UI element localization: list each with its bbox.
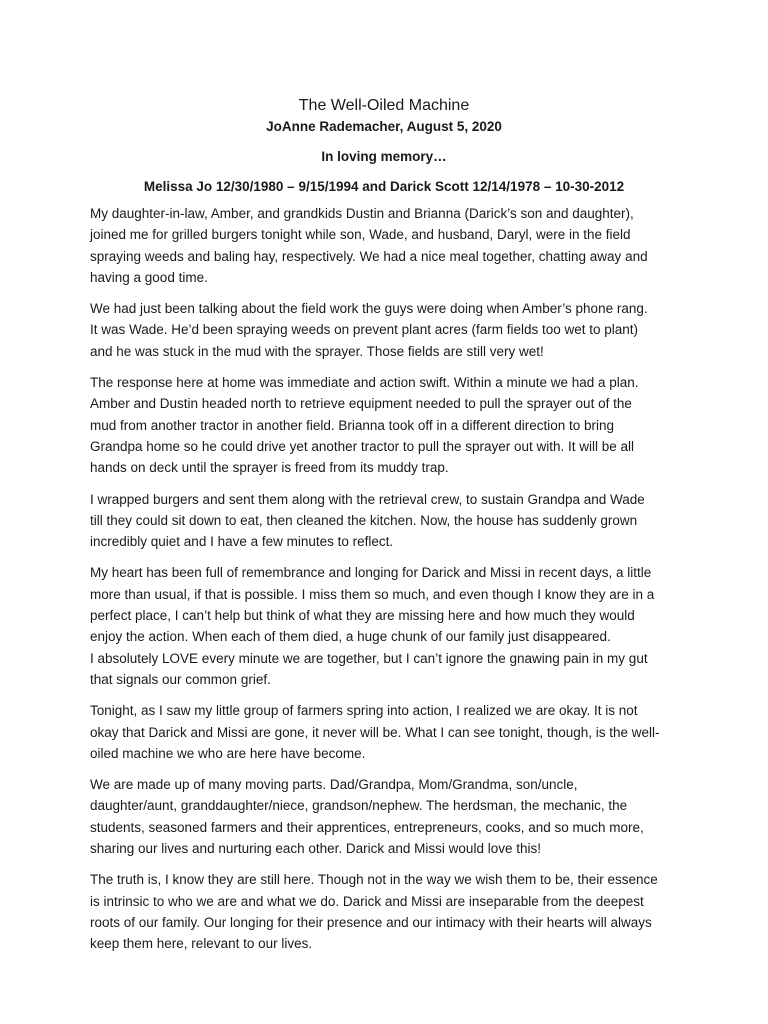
paragraph-line: My heart has been full of remembrance and longing for Darick and Missi in recent days, a little (90, 565, 652, 581)
dedication-line: In loving memory… (321, 149, 447, 164)
paragraph-line: hands on deck until the sprayer is freed from its muddy trap. (90, 460, 449, 476)
paragraph-line: Amber and Dustin headed north to retrieve equipment needed to pull the sprayer out of the (90, 396, 632, 412)
paragraph-line: students, seasoned farmers and their apprentices, entrepreneurs, cooks, and so much more, (90, 819, 644, 835)
paragraph-line: roots of our family. Our longing for their presence and our intimacy with their hearts will always (90, 914, 652, 930)
paragraph-line: perfect place, I can’t help but think of what they are missing here and how much they would (90, 608, 635, 624)
paragraph-line: incredibly quiet and I have a few minutes to reflect. (90, 534, 394, 550)
paragraph-line: The truth is, I know they are still here. Though not in the way we wish them to be, their essence (90, 872, 658, 888)
paragraph-line: I wrapped burgers and sent them along with the retrieval crew, to sustain Grandpa and Wade (90, 491, 645, 507)
paragraph-line: I absolutely LOVE every minute we are together, but I can’t ignore the gnawing pain in my gut (90, 650, 648, 666)
paragraph-line: is intrinsic to who we are and what we do. Darick and Missi are inseparable from the deepest (90, 893, 644, 909)
paragraph (90, 774, 678, 859)
paragraph-line: daughter/aunt, granddaughter/niece, grandson/nephew. The herdsman, the mechanic, the (90, 798, 628, 814)
paragraph (90, 203, 678, 288)
paragraph-line: sharing our lives and nurturing each other. Darick and Missi would love this! (90, 841, 541, 857)
paragraph-line: till they could sit down to eat, then cleaned the kitchen. Now, the house has suddenly grown (90, 512, 638, 528)
paragraph-line: more than usual, if that is possible. I miss them so much, and even though I know they are in a (90, 586, 655, 602)
paragraph-line: joined me for grilled burgers tonight while son, Wade, and husband, Daryl, were in the field (90, 227, 631, 243)
paragraph-line: okay that Darick and Missi are gone, it never will be. What I can see tonight, though, is the well- (90, 724, 660, 740)
paragraph (90, 562, 678, 690)
paragraph-line: that signals our common grief. (90, 671, 271, 687)
paragraph (90, 869, 678, 954)
paragraph-line: keep them here, relevant to our lives. (90, 936, 313, 952)
memorial-dates: Melissa Jo 12/30/1980 – 9/15/1994 and Darick Scott 12/14/1978 – 10-30-2012 (143, 179, 625, 194)
paragraph-line: We had just been talking about the field work the guys were doing when Amber’s phone rang. (90, 301, 648, 317)
author-byline: JoAnne Rademacher, August 5, 2020 (266, 119, 502, 134)
paragraph-line: It was Wade. He’d been spraying weeds on prevent plant acres (farm fields too wet to plant) (90, 322, 639, 338)
paragraph-line: Grandpa home so he could drive yet another tractor to pull the sprayer out with. It will be all (90, 438, 635, 454)
paragraph-line: My daughter-in-law, Amber, and grandkids Dustin and Brianna (Darick’s son and daughter), (90, 206, 634, 221)
document-title: The Well-Oiled Machine (298, 97, 470, 114)
paragraph-line: mud from another tractor in another field. Brianna took off in a different direction to bring (90, 417, 615, 433)
paragraph-line: Tonight, as I saw my little group of farmers spring into action, I realized we are okay. It is not (90, 703, 638, 719)
paragraph (90, 489, 678, 553)
paragraph-line: enjoy the action. When each of them died, a huge chunk of our family just disappeared. (90, 629, 611, 645)
paragraph-line: and he was stuck in the mud with the sprayer. Those fields are still very wet! (90, 343, 544, 359)
paragraph (90, 372, 678, 478)
paragraph-line: having a good time. (90, 269, 208, 285)
paragraph-line: The response here at home was immediate and action swift. Within a minute we had a plan. (90, 375, 639, 391)
paragraph-line: oiled machine we who are here have become. (90, 745, 366, 761)
body-text (90, 203, 678, 955)
paragraph-line: spraying weeds and baling hay, respectively. We had a nice meal together, chatting away and (90, 248, 648, 264)
paragraph (90, 700, 678, 764)
paragraph-line: We are made up of many moving parts. Dad/Grandpa, Mom/Grandma, son/uncle, (90, 777, 578, 793)
paragraph (90, 298, 678, 362)
